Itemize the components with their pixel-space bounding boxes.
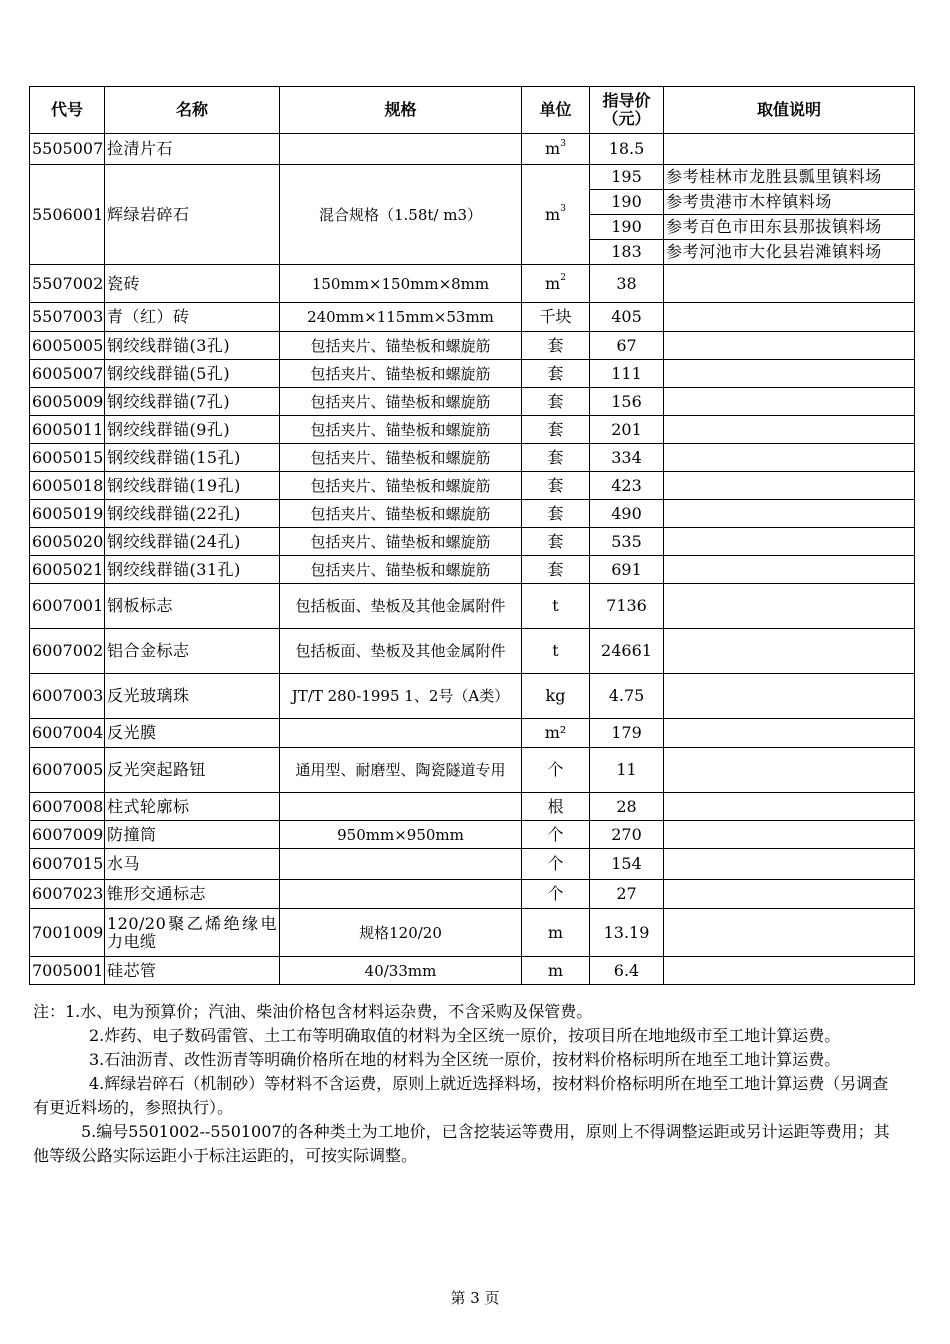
cell-price: 67 [590,332,664,360]
unit-text: 套 [547,531,564,551]
notes-section [33,1000,898,1168]
cell-desc [664,360,915,388]
cell-name: 钢绞线群锚(31孔) [105,556,280,584]
cell-spec: 包括夹片、锚垫板和螺旋筋 [280,528,522,556]
cell-name: 钢绞线群锚(9孔) [105,416,280,444]
cell-unit [522,957,590,985]
unit-text: 套 [547,447,564,467]
cell-spec [280,849,522,880]
cell-unit [522,849,590,880]
cell-price: 423 [590,472,664,500]
table-row [30,134,915,165]
cell-code: 7005001 [30,957,105,985]
cell-price: 11 [590,748,664,793]
cell-unit [522,528,590,556]
table-header-row [30,87,915,134]
cell-name: 钢绞线群锚(15孔) [105,444,280,472]
cell-name: 钢绞线群锚(7孔) [105,388,280,416]
table-row [30,444,915,472]
cell-name: 钢绞线群锚(5孔) [105,360,280,388]
cell-price: 27 [590,880,664,909]
cell-desc [664,388,915,416]
cell-price: 111 [590,360,664,388]
cell-desc [664,528,915,556]
cell-spec: 240mm×115mm×53mm [280,303,522,332]
cell-desc [664,674,915,719]
cell-spec: 包括夹片、锚垫板和螺旋筋 [280,472,522,500]
header-desc: 取值说明 [664,87,915,134]
cell-unit [522,821,590,849]
cell-desc: 参考河池市大化县岩滩镇料场 [664,240,915,265]
cell-price: 190 [590,190,664,215]
table-row [30,303,915,332]
table-row [30,880,915,909]
cell-code: 6005018 [30,472,105,500]
cell-desc [664,134,915,165]
cell-spec: 包括夹片、锚垫板和螺旋筋 [280,360,522,388]
cell-price: 179 [590,719,664,748]
cell-code: 6007002 [30,629,105,674]
unit-superscript: 3 [560,204,566,215]
price-table [29,86,915,985]
table-row [30,584,915,629]
cell-desc [664,957,915,985]
cell-name: 柱式轮廓标 [105,793,280,821]
note-4: 4.辉绿岩碎石（机制砂）等材料不含运费，原则上就近选择料场，按材料价格标明所在地至工地计算运费（另调查有更近料场的，参照执行）。 [33,1074,889,1117]
cell-unit [522,880,590,909]
cell-desc: 参考百色市田东县那拔镇料场 [664,215,915,240]
header-unit: 单位 [522,87,590,134]
cell-name: 捡清片石 [105,134,280,165]
cell-unit [522,500,590,528]
cell-desc: 参考贵港市木梓镇料场 [664,190,915,215]
table-row [30,674,915,719]
cell-name: 水马 [105,849,280,880]
header-spec: 规格 [280,87,522,134]
unit-text: 套 [547,475,564,495]
cell-code: 6007009 [30,821,105,849]
cell-name: 反光突起路钮 [105,748,280,793]
cell-unit [522,556,590,584]
cell-desc [664,556,915,584]
cell-code: 6007001 [30,584,105,629]
table-row [30,909,915,957]
cell-price: 405 [590,303,664,332]
cell-price: 201 [590,416,664,444]
cell-spec: 规格120/20 [280,909,522,957]
cell-unit [522,303,590,332]
unit-text: 套 [547,559,564,579]
cell-spec: 40/33mm [280,957,522,985]
unit-text: 个 [547,854,564,873]
table-row [30,849,915,880]
cell-spec: 混合规格（1.58t/ m3） [280,165,522,265]
cell-desc [664,821,915,849]
cell-spec [280,793,522,821]
cell-name: 钢板标志 [105,584,280,629]
cell-desc: 参考桂林市龙胜县瓢里镇料场 [664,165,915,190]
table-row [30,165,915,190]
cell-unit [522,134,590,165]
cell-desc [664,793,915,821]
cell-desc [664,909,915,957]
unit-text: 套 [547,363,564,383]
page-number: 第 3 页 [450,1289,500,1307]
cell-price: 6.4 [590,957,664,985]
cell-unit [522,388,590,416]
cell-name: 硅芯管 [105,957,280,985]
cell-code: 5507002 [30,265,105,303]
cell-price: 195 [590,165,664,190]
cell-price: 535 [590,528,664,556]
cell-code: 6007003 [30,674,105,719]
cell-spec: 包括夹片、锚垫板和螺旋筋 [280,388,522,416]
table-row [30,332,915,360]
cell-unit [522,719,590,748]
unit-text: 套 [547,503,564,523]
cell-spec: 包括夹片、锚垫板和螺旋筋 [280,444,522,472]
cell-desc [664,584,915,629]
unit-text: 根 [547,796,564,816]
cell-price: 190 [590,215,664,240]
cell-code: 6007023 [30,880,105,909]
cell-unit [522,165,590,265]
note-3: 3.石油沥青、改性沥青等明确价格所在地的材料为全区统一原价，按材料价格标明所在地至工地计算运费。 [89,1050,841,1069]
cell-price: 183 [590,240,664,265]
header-price: 指导价（元） [590,87,664,134]
cell-name: 120/20聚乙烯绝缘电力电缆 [105,909,280,957]
cell-desc [664,629,915,674]
cell-desc [664,444,915,472]
table-body [30,134,915,985]
table-row [30,719,915,748]
unit-text: 套 [547,391,564,411]
cell-code: 5505007 [30,134,105,165]
cell-code: 5507003 [30,303,105,332]
table-row [30,748,915,793]
cell-code: 6005015 [30,444,105,472]
unit-text: 个 [547,824,564,844]
table-row [30,793,915,821]
cell-name: 钢绞线群锚(19孔) [105,472,280,500]
cell-desc [664,332,915,360]
cell-spec: 包括夹片、锚垫板和螺旋筋 [280,416,522,444]
unit-text: m [545,204,561,224]
cell-name: 瓷砖 [105,265,280,303]
unit-text: m [545,139,561,158]
cell-price: 13.19 [590,909,664,957]
cell-spec [280,134,522,165]
unit-text: 个 [547,760,564,779]
cell-unit [522,360,590,388]
unit-text: t [552,641,559,660]
table-row [30,472,915,500]
table-row [30,500,915,528]
cell-name: 辉绿岩碎石 [105,165,280,265]
header-name: 名称 [105,87,280,134]
cell-code: 5506001 [30,165,105,265]
note-1: 注：1.水、电为预算价；汽油、柴油价格包含材料运杂费，不含采购及保管费。 [33,1002,593,1021]
cell-code: 6007015 [30,849,105,880]
cell-price: 28 [590,793,664,821]
cell-code: 6005005 [30,332,105,360]
cell-unit [522,472,590,500]
cell-price: 490 [590,500,664,528]
cell-unit [522,793,590,821]
cell-spec: 950mm×950mm [280,821,522,849]
cell-price: 4.75 [590,674,664,719]
cell-spec: 包括夹片、锚垫板和螺旋筋 [280,332,522,360]
table-row [30,388,915,416]
cell-name: 钢绞线群锚(22孔) [105,500,280,528]
cell-price: 691 [590,556,664,584]
cell-price: 18.5 [590,134,664,165]
unit-text: 套 [547,419,564,439]
cell-desc [664,719,915,748]
cell-price: 334 [590,444,664,472]
cell-spec: 包括板面、垫板及其他金属附件 [280,629,522,674]
cell-price: 7136 [590,584,664,629]
cell-price: 24661 [590,629,664,674]
unit-text: m² [544,723,567,742]
cell-spec: 150mm×150mm×8mm [280,265,522,303]
cell-spec: 包括夹片、锚垫板和螺旋筋 [280,556,522,584]
cell-code: 6005007 [30,360,105,388]
cell-desc [664,880,915,909]
cell-price: 156 [590,388,664,416]
table-row [30,528,915,556]
cell-unit [522,416,590,444]
unit-text: kg [545,686,566,705]
cell-name: 反光膜 [105,719,280,748]
cell-code: 6007004 [30,719,105,748]
cell-unit [522,674,590,719]
table-row [30,957,915,985]
cell-spec: JT/T 280-1995 1、2号（A类） [280,674,522,719]
unit-text: 个 [547,884,564,903]
cell-code: 6005011 [30,416,105,444]
cell-unit [522,909,590,957]
unit-text: 套 [547,335,564,355]
unit-superscript: 2 [560,273,566,284]
cell-name: 铝合金标志 [105,629,280,674]
cell-unit [522,265,590,303]
note-2: 2.炸药、电子数码雷管、土工布等明确取值的材料为全区统一原价，按项目所在地地级市至工地计算运费。 [89,1026,841,1045]
cell-unit [522,629,590,674]
table-row [30,265,915,303]
cell-code: 6007008 [30,793,105,821]
cell-price: 38 [590,265,664,303]
cell-price: 270 [590,821,664,849]
cell-name: 钢绞线群锚(24孔) [105,528,280,556]
cell-spec: 通用型、耐磨型、陶瓷隧道专用 [280,748,522,793]
cell-desc [664,416,915,444]
cell-desc [664,472,915,500]
unit-superscript: 3 [560,138,566,149]
table-row [30,629,915,674]
cell-desc [664,500,915,528]
unit-text: m [547,922,564,942]
cell-unit [522,332,590,360]
cell-unit [522,748,590,793]
cell-name: 钢绞线群锚(3孔) [105,332,280,360]
cell-desc [664,265,915,303]
unit-text: 千块 [539,307,572,326]
header-code: 代号 [30,87,105,134]
cell-name: 防撞筒 [105,821,280,849]
cell-desc [664,303,915,332]
cell-spec: 包括夹片、锚垫板和螺旋筋 [280,500,522,528]
cell-code: 6005009 [30,388,105,416]
table-row [30,416,915,444]
cell-desc [664,748,915,793]
unit-text: t [552,596,559,615]
cell-code: 6005019 [30,500,105,528]
cell-name: 青（红）砖 [105,303,280,332]
cell-code: 6005020 [30,528,105,556]
unit-text: m [545,273,561,293]
cell-spec: 包括板面、垫板及其他金属附件 [280,584,522,629]
cell-name: 锥形交通标志 [105,880,280,909]
table-row [30,821,915,849]
table-row [30,360,915,388]
cell-desc [664,849,915,880]
table-row [30,556,915,584]
cell-unit [522,444,590,472]
unit-text: m [547,960,564,980]
cell-code: 6005021 [30,556,105,584]
cell-price: 154 [590,849,664,880]
note-5: 5.编号5501002--5501007的各种类土为工地价，已含挖装运等费用，原则上不得调整运距或另计运距等费用；其他等级公路实际运距小于标注运距的，可按实际调整。 [33,1122,890,1165]
cell-spec [280,719,522,748]
cell-unit [522,584,590,629]
cell-spec [280,880,522,909]
cell-name: 反光玻璃珠 [105,674,280,719]
cell-code: 6007005 [30,748,105,793]
cell-code: 7001009 [30,909,105,957]
